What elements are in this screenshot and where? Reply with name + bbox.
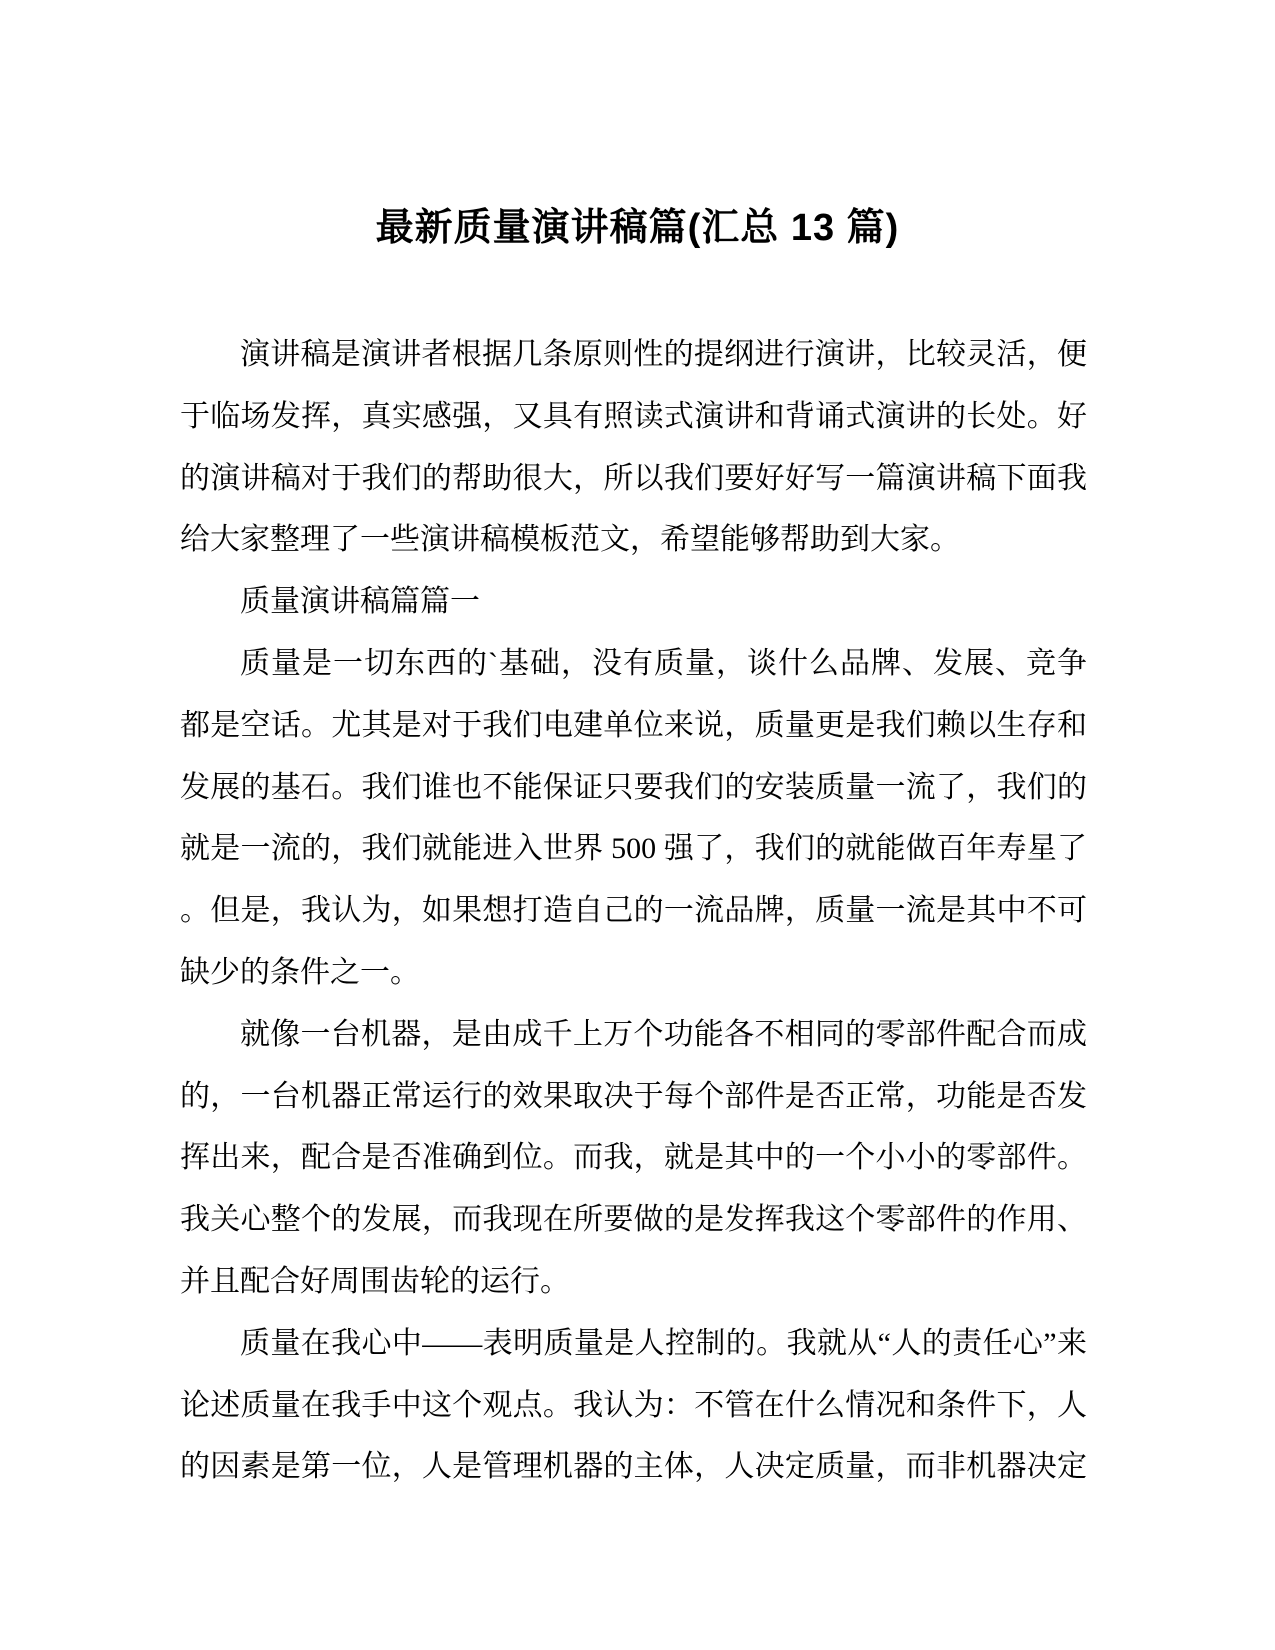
text-line: 论述质量在我手中这个观点。我认为：不管在什么情况和条件下，人 — [180, 1388, 1087, 1422]
text-line: 都是空话。尤其是对于我们电建单位来说，质量更是我们赖以生存和 — [180, 708, 1087, 742]
text-line: 的演讲稿对于我们的帮助很大，所以我们要好好写一篇演讲稿下面我 — [180, 461, 1087, 495]
text-line: 质量演讲稿篇篇一 — [240, 585, 480, 619]
document-title: 最新质量演讲稿篇(汇总 13 篇) — [375, 207, 900, 249]
text-line: 。但是，我认为，如果想打造自己的一流品牌，质量一流是其中不可 — [180, 894, 1087, 928]
text-line: 我关心整个的发展，而我现在所要做的是发挥我这个零部件的作用、 — [180, 1203, 1087, 1237]
text-line: 就像一台机器，是由成千上万个功能各不相同的零部件配合而成 — [240, 1017, 1087, 1051]
text-line: 于临场发挥，真实感强，又具有照读式演讲和背诵式演讲的长处。好 — [180, 399, 1087, 433]
text-line: 发展的基石。我们谁也不能保证只要我们的安装质量一流了，我们的 — [180, 770, 1087, 804]
text-line: 演讲稿是演讲者根据几条原则性的提纲进行演讲，比较灵活，便 — [240, 338, 1087, 371]
text-line: 缺少的条件之一。 — [180, 955, 420, 989]
text-line: 给大家整理了一些演讲稿模板范文，希望能够帮助到大家。 — [180, 523, 960, 557]
paragraph — [180, 633, 1087, 1004]
paragraph — [180, 324, 1087, 571]
paragraph — [180, 1313, 1087, 1498]
paragraph — [180, 1004, 1087, 1313]
text-line: 挥出来，配合是否准确到位。而我，就是其中的一个小小的零部件。 — [180, 1141, 1087, 1175]
text-line: 的，一台机器正常运行的效果取决于每个部件是否正常，功能是否发 — [180, 1079, 1087, 1113]
paragraph — [180, 571, 1087, 633]
text-line: 质量是一切东西的`基础，没有质量，谈什么品牌、发展、竞争 — [240, 646, 1087, 680]
document-body — [180, 324, 1087, 1498]
text-line: 并且配合好周围齿轮的运行。 — [180, 1264, 570, 1298]
text-line: 质量在我心中——表明质量是人控制的。我就从“人的责任心”来 — [240, 1326, 1087, 1360]
text-line: 就是一流的，我们就能进入世界 500 强了，我们的就能做百年寿星了 — [180, 832, 1087, 866]
text-line: 的因素是第一位，人是管理机器的主体，人决定质量，而非机器决定 — [180, 1450, 1087, 1484]
